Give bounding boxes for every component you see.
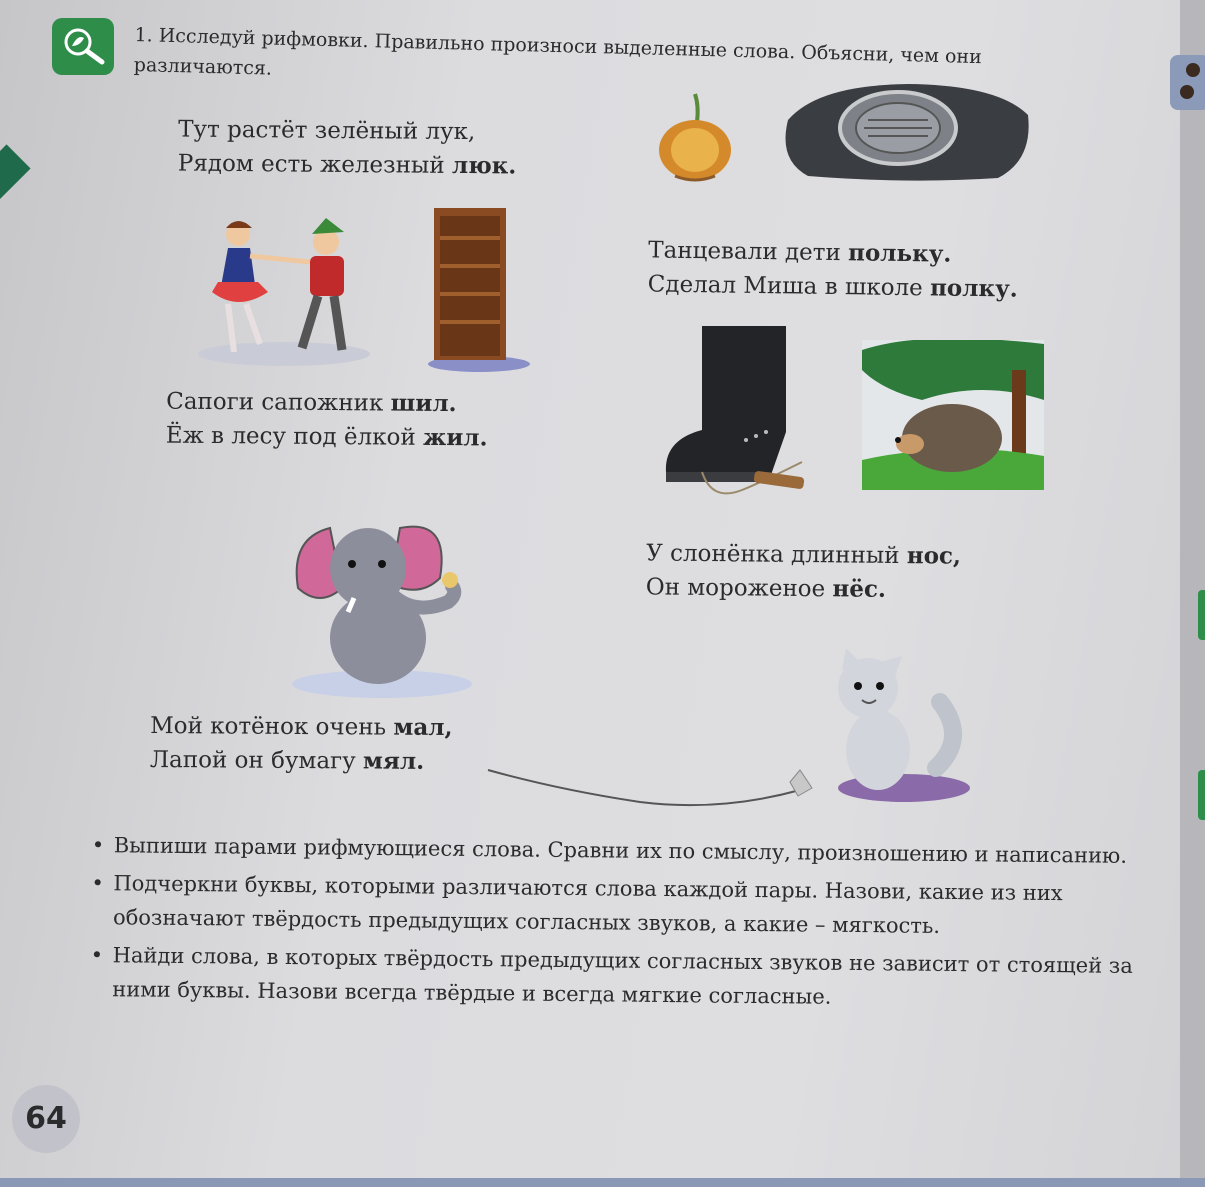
poem-line: Ёж в лесу под ёлкой (165, 422, 424, 451)
poem-line: Сапоги сапожник (166, 388, 391, 417)
poem-line: Мой котёнок очень (150, 712, 394, 741)
exercise-bullets (90, 828, 1162, 1021)
poem-word-bold: мал, (393, 713, 453, 742)
poem-word-bold: нос, (906, 542, 962, 570)
poem-line: Танцевали дети (648, 237, 849, 267)
poem-word-bold: шил. (390, 389, 457, 418)
poem-line: Лапой он бумагу (149, 746, 364, 775)
poem-word-bold: жил. (422, 423, 488, 452)
poem-word-bold: люк. (451, 151, 517, 180)
page-number: 64 (12, 1085, 80, 1153)
bullet-item: • Подчеркни буквы, которыми различаются слова каждой пары. Назови, какие из них обозначают твёрдость предыдущих согласных звуков, а какие – мягкость. (91, 866, 1162, 945)
poem-line: Сделал Миша в школе (647, 271, 931, 302)
poem-word-bold: нёс. (832, 575, 887, 603)
poem-word-bold: польку. (847, 239, 952, 268)
poem-line: Он мороженое (645, 574, 833, 603)
bullet-item: • Найди слова, в которых твёрдость предыдущих согласных звуков не зависит от стоящей за ними буквы. Назови всегда твёрдые и всегда мягкие согласные. (90, 938, 1161, 1017)
poem-line: Рядом есть железный (177, 150, 453, 179)
task-title: 1. Исследуй рифмовки. Правильно произноси выделенные слова. Объясни, чем они различаются. (133, 23, 983, 80)
poem-line-emphasis: лук, (425, 118, 476, 146)
poem-line: У слонёнка длинный (646, 540, 907, 570)
bullet-item: • Выпиши парами рифмующиеся слова. Сравни их по смыслу, произношению и написанию. (92, 828, 1162, 873)
poem-line: Тут растёт зелёный (178, 116, 426, 145)
poem-word-bold: мял. (362, 747, 425, 775)
poem-word-bold: полку. (929, 274, 1018, 303)
